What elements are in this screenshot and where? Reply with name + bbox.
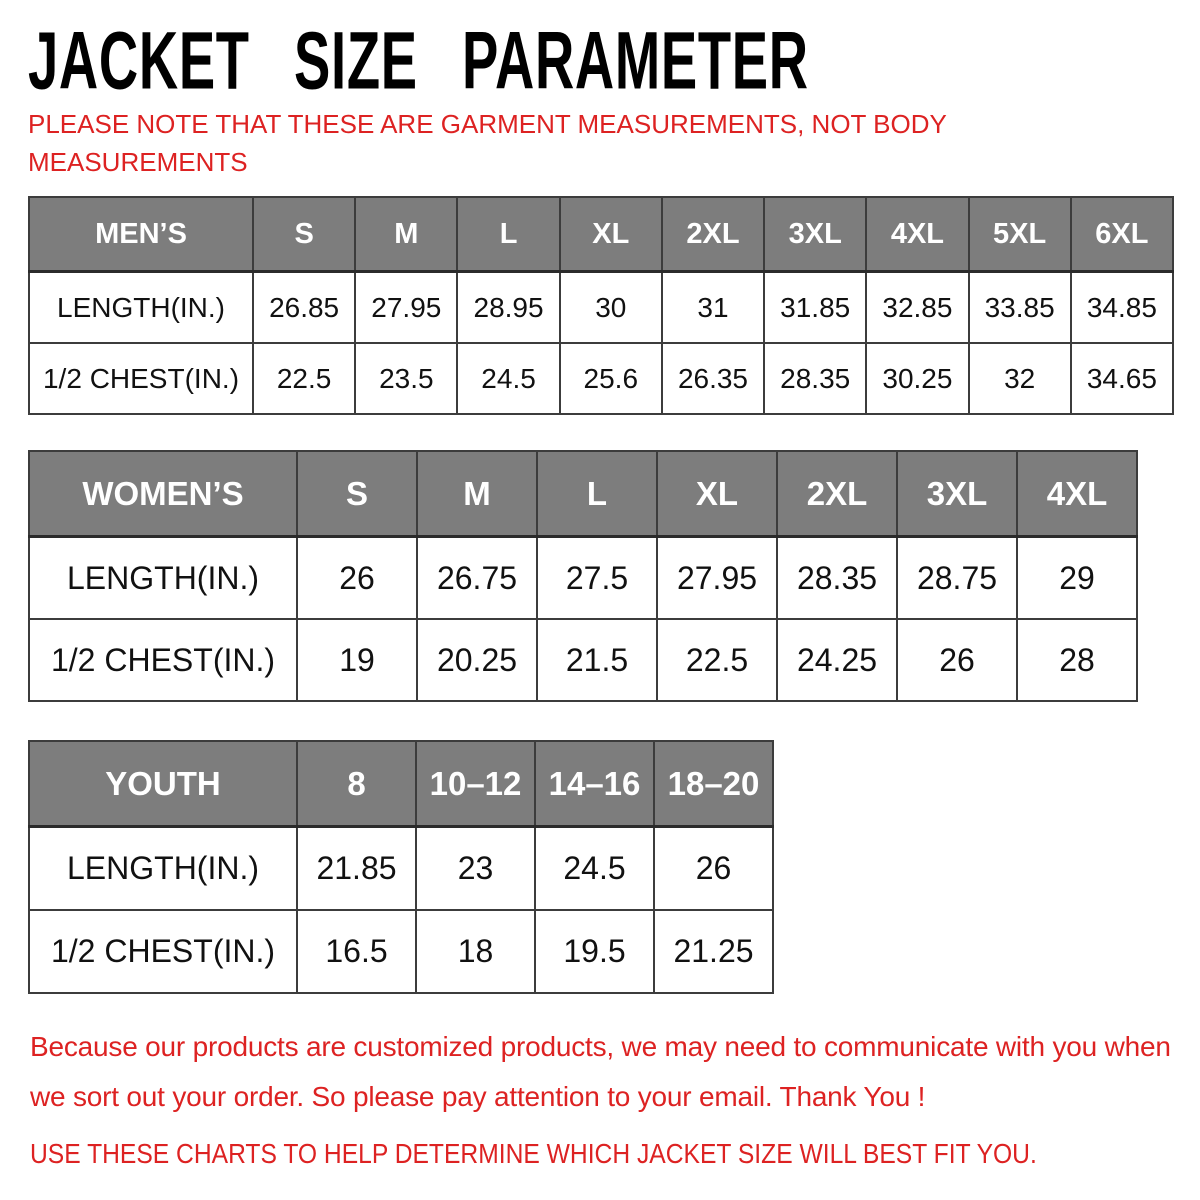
womens-size-table (28, 450, 1138, 702)
size-value-cell: 31 (662, 272, 764, 344)
size-value-cell: 20.25 (417, 619, 537, 701)
size-column-header: 4XL (866, 197, 968, 272)
size-value-cell: 28.35 (777, 537, 897, 620)
size-value-cell: 30 (560, 272, 662, 344)
youth-size-table (28, 740, 774, 994)
size-column-header: 18–20 (654, 741, 773, 827)
size-value-cell: 30.25 (866, 343, 968, 414)
measurement-row (29, 343, 1173, 414)
size-value-cell: 32 (969, 343, 1071, 414)
fit-advice: USE THESE CHARTS TO HELP DETERMINE WHICH JACKET SIZE WILL BEST FIT YOU. (30, 1138, 1037, 1169)
size-value-cell: 26 (297, 537, 417, 620)
size-value-cell: 28 (1017, 619, 1137, 701)
measurement-row (29, 272, 1173, 344)
size-column-header: 4XL (1017, 451, 1137, 537)
size-value-cell: 26 (654, 827, 773, 911)
measurement-row (29, 619, 1137, 701)
row-label: LENGTH(IN.) (29, 272, 253, 344)
row-label: 1/2 CHEST(IN.) (29, 619, 297, 701)
size-value-cell: 26.75 (417, 537, 537, 620)
row-label: 1/2 CHEST(IN.) (29, 343, 253, 414)
size-value-cell: 22.5 (253, 343, 355, 414)
size-column-header: XL (560, 197, 662, 272)
table-group-header: MEN’S (29, 197, 253, 272)
size-value-cell: 26 (897, 619, 1017, 701)
size-value-cell: 28.75 (897, 537, 1017, 620)
size-value-cell: 26.85 (253, 272, 355, 344)
size-value-cell: 27.95 (355, 272, 457, 344)
size-value-cell: 34.65 (1071, 343, 1173, 414)
size-column-header: 5XL (969, 197, 1071, 272)
size-value-cell: 22.5 (657, 619, 777, 701)
size-value-cell: 25.6 (560, 343, 662, 414)
size-column-header: M (417, 451, 537, 537)
size-column-header: S (253, 197, 355, 272)
measurement-row (29, 537, 1137, 620)
size-value-cell: 34.85 (1071, 272, 1173, 344)
size-value-cell: 33.85 (969, 272, 1071, 344)
size-value-cell: 21.5 (537, 619, 657, 701)
size-value-cell: 23 (416, 827, 535, 911)
size-value-cell: 19 (297, 619, 417, 701)
size-value-cell: 24.25 (777, 619, 897, 701)
size-column-header: 14–16 (535, 741, 654, 827)
size-header-row (29, 197, 1173, 272)
size-value-cell: 27.95 (657, 537, 777, 620)
mens-size-table (28, 196, 1174, 415)
table-group-header: WOMEN’S (29, 451, 297, 537)
size-value-cell: 24.5 (457, 343, 559, 414)
size-value-cell: 23.5 (355, 343, 457, 414)
size-header-row (29, 741, 773, 827)
size-value-cell: 21.25 (654, 910, 773, 993)
size-column-header: 2XL (777, 451, 897, 537)
size-column-header: M (355, 197, 457, 272)
size-value-cell: 16.5 (297, 910, 416, 993)
size-value-cell: 32.85 (866, 272, 968, 344)
size-value-cell: 28.95 (457, 272, 559, 344)
size-column-header: L (537, 451, 657, 537)
measurement-row (29, 910, 773, 993)
size-header-row (29, 451, 1137, 537)
size-value-cell: 21.85 (297, 827, 416, 911)
page-title: JACKET SIZE PARAMETER (28, 15, 809, 106)
size-column-header: 2XL (662, 197, 764, 272)
size-value-cell: 26.35 (662, 343, 764, 414)
size-value-cell: 24.5 (535, 827, 654, 911)
table-group-header: YOUTH (29, 741, 297, 827)
size-column-header: S (297, 451, 417, 537)
size-column-header: 8 (297, 741, 416, 827)
size-column-header: L (457, 197, 559, 272)
size-value-cell: 31.85 (764, 272, 866, 344)
size-value-cell: 28.35 (764, 343, 866, 414)
garment-measurement-note: PLEASE NOTE THAT THESE ARE GARMENT MEASUREMENTS, NOT BODY MEASUREMENTS (28, 109, 947, 177)
size-value-cell: 27.5 (537, 537, 657, 620)
size-value-cell: 19.5 (535, 910, 654, 993)
row-label: LENGTH(IN.) (29, 537, 297, 620)
customization-notice: Because our products are customized products, we may need to communicate with you when we sort out your order. So please pay attention to your email. Thank You ! (30, 1031, 1171, 1112)
size-value-cell: 29 (1017, 537, 1137, 620)
size-column-header: XL (657, 451, 777, 537)
measurement-row (29, 827, 773, 911)
size-column-header: 3XL (897, 451, 1017, 537)
size-value-cell: 18 (416, 910, 535, 993)
row-label: LENGTH(IN.) (29, 827, 297, 911)
size-column-header: 10–12 (416, 741, 535, 827)
row-label: 1/2 CHEST(IN.) (29, 910, 297, 993)
size-column-header: 6XL (1071, 197, 1173, 272)
size-column-header: 3XL (764, 197, 866, 272)
